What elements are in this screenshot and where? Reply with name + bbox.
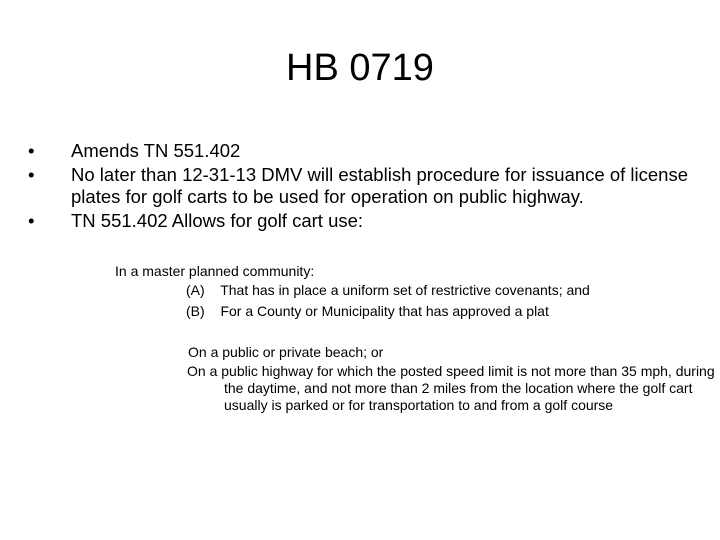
bullet-dot-icon: •: [28, 164, 35, 185]
bullet-list: [28, 140, 698, 234]
sub-item-text: For a County or Municipality that has approved a plat: [220, 303, 549, 319]
bullet-item: [28, 210, 698, 232]
highway-text: On a public highway for which the posted speed limit is not more than 35 mph, during the daytime, and not more than 2 miles from the location where the golf cart usually is parked or for transportation to and from a golf course: [187, 363, 715, 413]
bullet-dot-icon: •: [28, 140, 35, 161]
sub-item-marker: (B): [186, 303, 205, 319]
master-planned-heading: In a master planned community:: [115, 263, 315, 279]
bullet-text: Amends TN 551.402: [71, 140, 241, 161]
bullet-dot-icon: •: [28, 210, 35, 231]
bullet-text: No later than 12-31-13 DMV will establish procedure for issuance of license plates for golf carts to be used for operation on public highway.: [71, 164, 688, 207]
beach-text: On a public or private beach; or: [188, 344, 384, 360]
sub-item-text: That has in place a uniform set of restrictive covenants; and: [220, 282, 590, 298]
sub-item-b: [186, 302, 549, 320]
bullet-text: TN 551.402 Allows for golf cart use:: [71, 210, 364, 231]
bullet-item: [28, 164, 698, 208]
sub-item-a: [186, 281, 590, 299]
bullet-item: [28, 140, 698, 162]
slide-title: HB 0719: [286, 47, 434, 89]
sub-item-marker: (A): [186, 282, 205, 298]
